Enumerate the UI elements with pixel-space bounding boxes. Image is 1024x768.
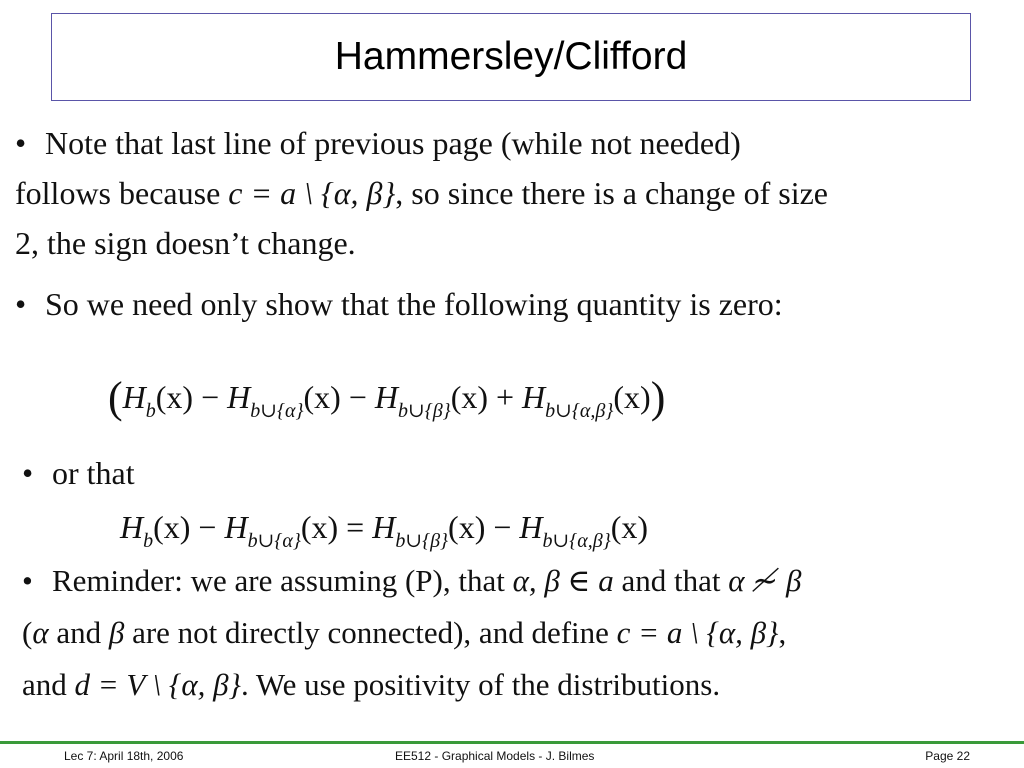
bullet-or-that: • or that bbox=[22, 448, 135, 498]
bullet-show-zero: • So we need only show that the following quantity is zero: bbox=[15, 279, 783, 329]
bullet-reminder bbox=[22, 555, 801, 711]
footer-lecture-date: Lec 7: April 18th, 2006 bbox=[64, 749, 184, 763]
bullet-marker: • bbox=[15, 286, 27, 322]
footer-course: EE512 - Graphical Models - J. Bilmes bbox=[395, 749, 595, 763]
slide-title: Hammersley/Clifford bbox=[334, 35, 688, 78]
bullet-note-previous-page bbox=[15, 118, 828, 268]
bullet-4-line-3: and d = V \ {α, β}. We use positivity of the distributions. bbox=[22, 667, 721, 702]
bullet-marker: • bbox=[15, 125, 27, 161]
bullet-marker: • bbox=[22, 455, 34, 491]
footer-page-number: Page 22 bbox=[925, 749, 970, 763]
title-frame bbox=[51, 13, 971, 101]
equation-equality: $H_b(x) - H_{b\cup\{\alpha\}}(x) = H_{b\cup\{\beta\}}(x) - H_{b\cup\{\alpha,\beta\}}(x)$ bbox=[120, 509, 649, 552]
bullet-marker: • bbox=[22, 563, 33, 598]
equation-quantity: $(H_b(x) - H_{b\cup\{\alpha\}}(x) - H_{b\cup\{\beta\}}(x) + H_{b\cup\{\alpha,\beta\}}(x))$ bbox=[108, 373, 666, 422]
bullet-1-line-3: 2, the sign doesn’t change. bbox=[15, 225, 356, 261]
bullet-4-line-2: (α and β are not directly connected), and define c = a \ {α, β}, bbox=[22, 615, 787, 650]
bullet-4-line-1: • Reminder: we are assuming (P), that α, β ∈ a and that α ≁ β bbox=[22, 555, 801, 607]
bullet-1-line-1: • Note that last line of previous page (while not needed) bbox=[15, 118, 828, 168]
math-c-def: c = a \ {α, β} bbox=[228, 175, 396, 211]
bullet-1-line-2: follows because c = a \ {α, β}, so since there is a change of size bbox=[15, 175, 828, 211]
footer-divider bbox=[0, 741, 1024, 744]
